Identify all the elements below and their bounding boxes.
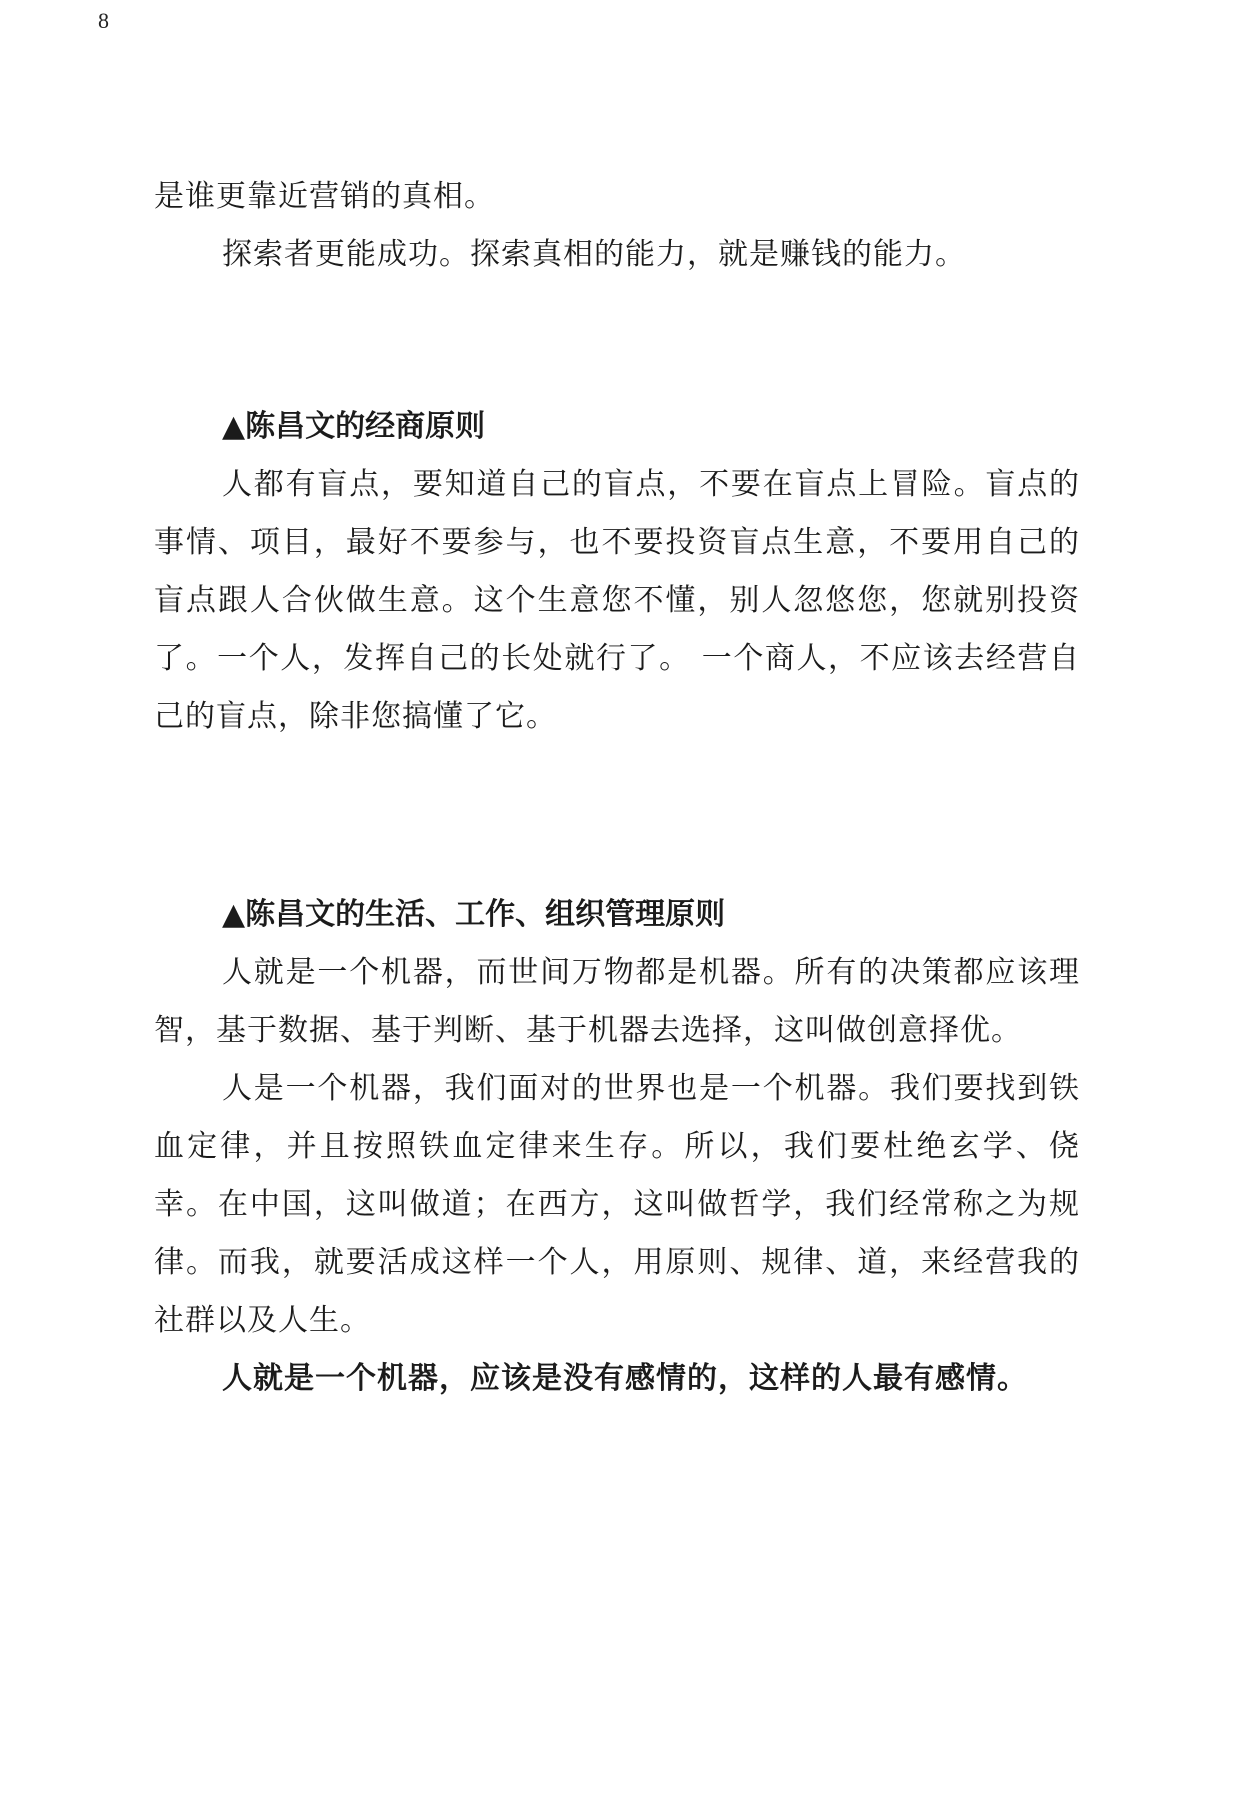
bold-conclusion: 人就是一个机器，应该是没有感情的，这样的人最有感情。 [222,1361,1028,1396]
section-gap [154,746,1080,886]
continuation-text: 是谁更靠近营销的真相。 [154,179,495,214]
section-heading-life-work-principles: ▲陈昌文的生活、工作、组织管理原则 [222,897,726,932]
document-body [154,168,1080,1408]
section-heading-business-principles: ▲陈昌文的经商原则 [222,409,486,444]
section-gap [154,284,1080,398]
business-principles-paragraph: 人都有盲点，要知道自己的盲点，不要在盲点上冒险。盲点的事情、项目，最好不要参与，也不要投资盲点生意，不要用自己的盲点跟人合伙做生意。这个生意您不懂，别人忽悠您，您就别投资了。一个人，发挥自己的长处就行了。 一个商人，不应该去经营自己的盲点，除非您搞懂了它。 [154,467,1080,734]
page-number: 8 [98,8,109,33]
life-work-paragraph-2: 人是一个机器，我们面对的世界也是一个机器。我们要找到铁血定律，并且按照铁血定律来生存。所以，我们要杜绝玄学、侥幸。在中国，这叫做道；在西方，这叫做哲学，我们经常称之为规律。而我，就要活成这样一个人，用原则、规律、道，来经营我的社群以及人生。 [154,1071,1080,1338]
intro-paragraph: 探索者更能成功。探索真相的能力，就是赚钱的能力。 [222,237,966,272]
life-work-paragraph-1: 人就是一个机器，而世间万物都是机器。所有的决策都应该理智，基于数据、基于判断、基于机器去选择，这叫做创意择优。 [154,955,1080,1048]
